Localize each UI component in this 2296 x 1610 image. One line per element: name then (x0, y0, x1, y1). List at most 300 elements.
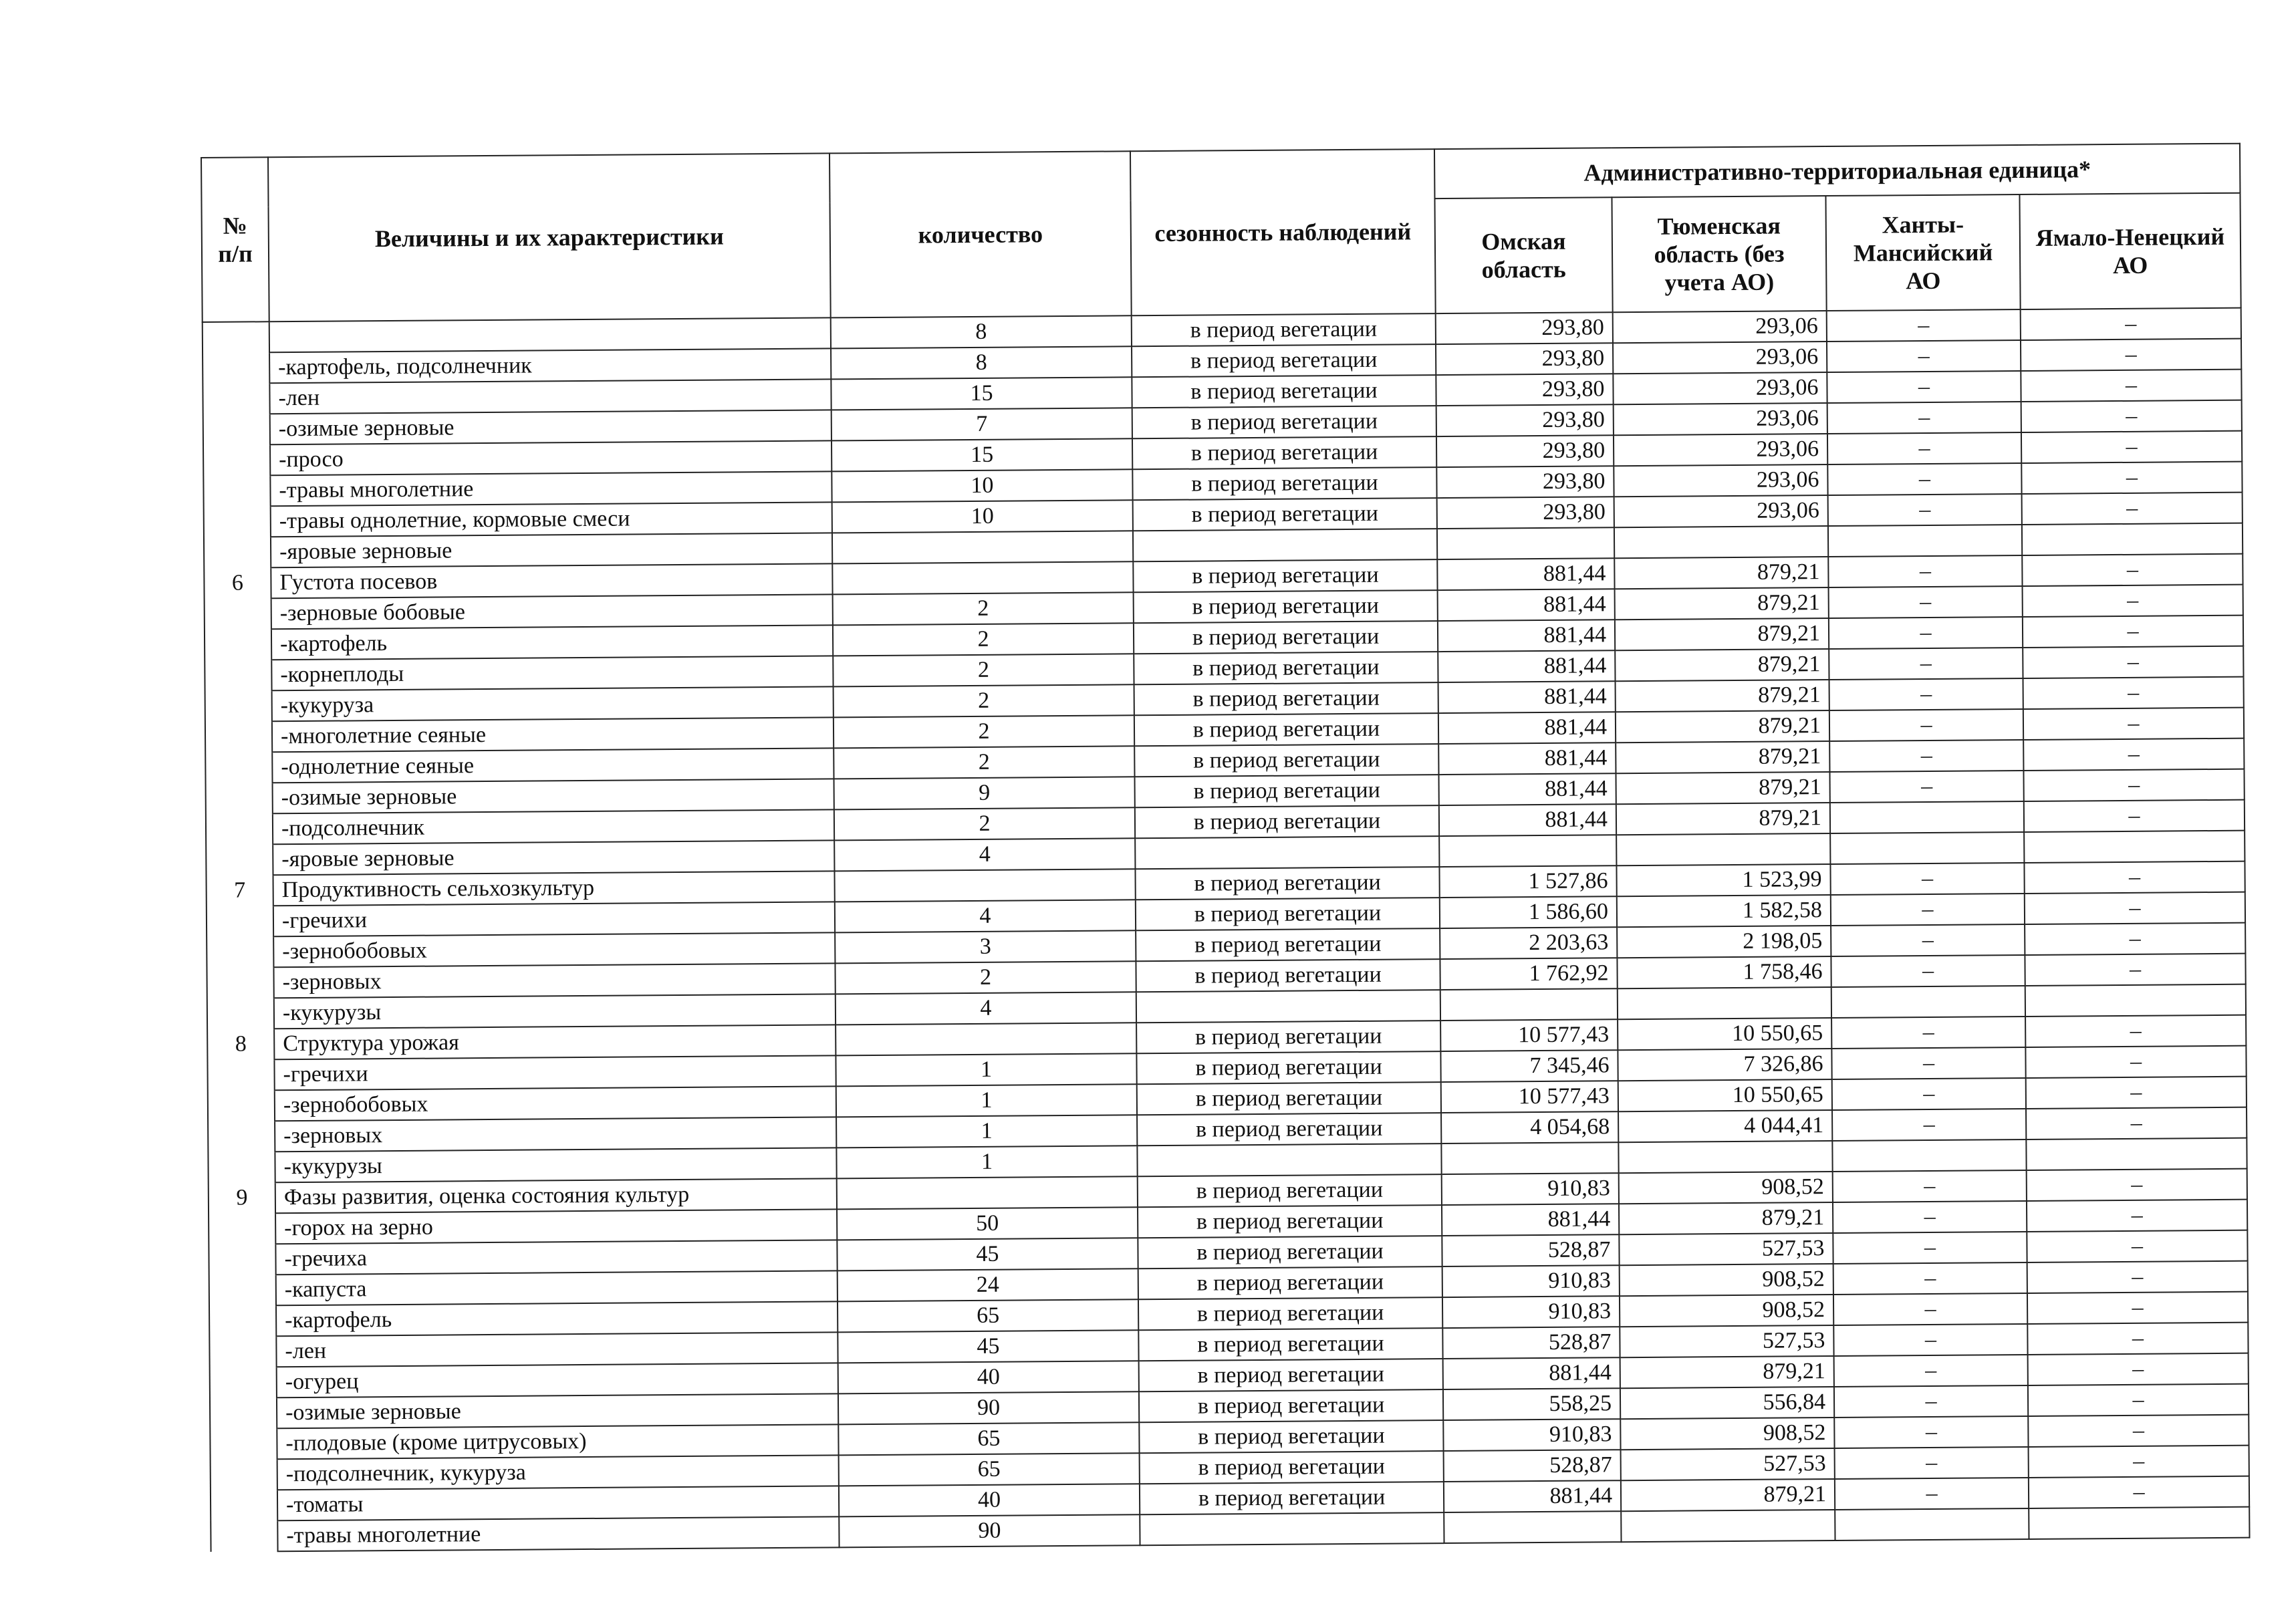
row-khanty-value (1830, 832, 2024, 864)
row-quantity: 15 (831, 377, 1132, 410)
row-number (207, 936, 273, 968)
row-khanty-value: – (1830, 863, 2024, 895)
row-yamal-value: – (2022, 554, 2243, 586)
row-quantity: 45 (838, 1330, 1138, 1363)
row-yamal-value: – (2024, 800, 2245, 832)
row-omsk-value: 293,80 (1436, 466, 1614, 498)
row-seasonality (1135, 836, 1439, 869)
row-seasonality: в период вегетации (1134, 590, 1438, 623)
row-yamal-value: – (2027, 1200, 2247, 1232)
row-number (208, 1121, 275, 1152)
row-seasonality: в период вегетации (1138, 1174, 1442, 1207)
row-yamal-value: – (2028, 1384, 2249, 1416)
row-name: -травы многолетние (270, 471, 832, 506)
row-number (211, 1459, 277, 1490)
row-number (210, 1428, 277, 1460)
row-yamal-value: – (2027, 1230, 2247, 1262)
row-number (204, 537, 271, 568)
row-yamal-value: – (2025, 954, 2245, 986)
row-name: -гречихи (274, 1055, 836, 1090)
row-khanty-value: – (1834, 1355, 2028, 1387)
row-number: 6 (204, 567, 271, 599)
row-tyumen-value: 1 758,46 (1617, 956, 1831, 988)
row-tyumen-value: 879,21 (1616, 772, 1829, 804)
row-tyumen-value: 1 523,99 (1616, 864, 1830, 896)
row-quantity: 2 (833, 654, 1134, 686)
header-khanty: Ханты-Мансийский АО (1825, 194, 2020, 311)
row-khanty-value: – (1829, 617, 2023, 649)
row-tyumen-value (1618, 987, 1831, 1019)
row-omsk-value: 910,83 (1442, 1296, 1620, 1328)
row-name: -зерновых (273, 963, 835, 998)
row-seasonality: в период вегетации (1132, 313, 1436, 346)
row-number (209, 1305, 276, 1337)
row-yamal-value: – (2026, 1077, 2247, 1109)
row-seasonality: в период вегетации (1132, 344, 1436, 377)
row-omsk-value: 293,80 (1436, 312, 1613, 344)
row-quantity: 1 (836, 1084, 1137, 1117)
row-seasonality: в период вегетации (1138, 1266, 1442, 1299)
row-number (206, 813, 273, 845)
row-number (205, 752, 272, 783)
row-omsk-value (1444, 1511, 1621, 1543)
row-omsk-value (1437, 527, 1614, 559)
row-name: Продуктивность сельхозкультур (273, 871, 835, 906)
row-tyumen-value: 879,21 (1615, 618, 1829, 650)
row-yamal-value: – (2025, 892, 2245, 924)
row-quantity: 4 (834, 838, 1135, 871)
row-tyumen-value: 879,21 (1614, 557, 1828, 589)
row-khanty-value: – (1834, 1416, 2028, 1448)
row-quantity (837, 1176, 1138, 1209)
row-seasonality (1136, 990, 1440, 1023)
row-seasonality: в период вегетации (1132, 467, 1436, 500)
row-omsk-value: 881,44 (1438, 712, 1616, 744)
row-yamal-value: – (2028, 1415, 2249, 1447)
row-name: -томаты (277, 1486, 839, 1520)
row-quantity: 2 (834, 715, 1134, 748)
row-tyumen-value: 879,21 (1616, 680, 1829, 712)
row-quantity: 2 (834, 746, 1134, 779)
row-tyumen-value (1621, 1510, 1835, 1542)
row-khanty-value: – (1832, 1078, 2026, 1110)
row-name: -травы однолетние, кормовые смеси (271, 502, 832, 537)
row-quantity: 4 (836, 992, 1136, 1025)
row-seasonality: в период вегетации (1136, 928, 1440, 961)
row-name: -огурец (277, 1363, 838, 1397)
header-quantity: количество (830, 151, 1132, 317)
row-yamal-value: – (2027, 1323, 2248, 1355)
header-admin-unit: Административно-территориальная единица* (1434, 144, 2240, 198)
row-tyumen-value (1614, 526, 1828, 558)
row-number (208, 1090, 275, 1121)
row-name: -кукурузы (275, 1148, 836, 1182)
row-quantity: 1 (836, 1115, 1137, 1148)
row-tyumen-value: 879,21 (1615, 649, 1829, 681)
row-tyumen-value (1616, 833, 1830, 865)
row-tyumen-value: 293,06 (1614, 403, 1827, 435)
row-omsk-value: 528,87 (1442, 1234, 1619, 1266)
row-name (269, 317, 831, 352)
row-name: -горох на зерно (275, 1209, 837, 1244)
row-name: -озимые зерновые (273, 779, 834, 813)
row-seasonality: в период вегетации (1134, 713, 1438, 746)
row-tyumen-value: 293,06 (1613, 372, 1827, 404)
row-yamal-value: – (2021, 431, 2242, 463)
row-quantity: 7 (832, 408, 1132, 440)
row-tyumen-value: 527,53 (1620, 1325, 1833, 1357)
row-number (205, 721, 272, 753)
row-quantity: 65 (838, 1299, 1138, 1332)
row-khanty-value: – (1828, 555, 2022, 587)
row-name: -капуста (276, 1270, 838, 1305)
row-number (203, 475, 270, 507)
row-tyumen-value: 293,06 (1613, 342, 1827, 374)
row-omsk-value: 10 577,43 (1441, 1081, 1618, 1113)
row-name: Структура урожая (274, 1025, 836, 1059)
row-seasonality: в период вегетации (1140, 1451, 1444, 1484)
row-yamal-value: – (2025, 923, 2245, 955)
row-quantity: 15 (832, 438, 1132, 471)
row-seasonality: в период вегетации (1138, 1236, 1442, 1268)
row-khanty-value: – (1833, 1201, 2027, 1233)
row-omsk-value: 881,44 (1442, 1204, 1619, 1236)
row-number (205, 629, 271, 660)
row-name: -картофель, подсолнечник (269, 348, 831, 383)
row-yamal-value: – (2028, 1353, 2249, 1385)
row-quantity (836, 1023, 1136, 1055)
row-name: -плодовые (кроме цитрусовых) (277, 1424, 838, 1459)
row-tyumen-value: 879,21 (1620, 1356, 1834, 1388)
row-quantity: 2 (833, 592, 1134, 625)
row-seasonality: в период вегетации (1132, 375, 1436, 408)
row-number: 9 (209, 1182, 275, 1214)
row-tyumen-value: 908,52 (1620, 1418, 1834, 1450)
row-number (209, 1244, 275, 1275)
row-quantity: 2 (834, 684, 1134, 717)
row-seasonality: в период вегетации (1135, 775, 1439, 807)
row-yamal-value: – (2025, 1046, 2246, 1078)
table-header (201, 144, 2241, 322)
row-khanty-value (1828, 525, 2022, 557)
row-tyumen-value: 293,06 (1614, 434, 1827, 466)
row-quantity: 40 (839, 1484, 1140, 1516)
row-yamal-value: – (2027, 1261, 2248, 1293)
row-seasonality: в период вегетации (1134, 621, 1438, 654)
row-omsk-value: 293,80 (1436, 343, 1613, 375)
row-omsk-value: 910,83 (1443, 1419, 1620, 1451)
row-quantity: 4 (835, 900, 1136, 932)
row-number (203, 383, 269, 414)
row-khanty-value: – (1827, 340, 2021, 372)
row-yamal-value: – (2022, 493, 2243, 525)
row-yamal-value: – (2021, 308, 2241, 340)
row-seasonality (1140, 1512, 1444, 1545)
row-omsk-value: 881,44 (1438, 620, 1615, 652)
row-name: -просо (270, 440, 832, 475)
row-quantity (832, 561, 1133, 594)
row-khanty-value: – (1829, 586, 2023, 618)
row-seasonality: в период вегетации (1136, 898, 1440, 930)
row-omsk-value: 881,44 (1438, 743, 1616, 775)
row-khanty-value: – (1828, 494, 2022, 526)
row-number (205, 690, 272, 722)
row-yamal-value: – (2026, 1107, 2247, 1139)
row-seasonality: в период вегетации (1138, 1297, 1442, 1330)
row-number (209, 1336, 276, 1367)
row-yamal-value: – (2023, 585, 2243, 617)
row-tyumen-value: 879,21 (1616, 710, 1829, 743)
row-khanty-value: – (1831, 924, 2025, 956)
row-omsk-value: 1 527,86 (1439, 865, 1616, 898)
row-tyumen-value: 2 198,05 (1617, 926, 1831, 958)
row-number (206, 783, 273, 814)
row-yamal-value: – (2025, 1015, 2246, 1047)
row-tyumen-value: 908,52 (1619, 1172, 1833, 1204)
row-khanty-value: – (1833, 1293, 2027, 1325)
row-yamal-value (2026, 1138, 2247, 1170)
row-omsk-value: 881,44 (1444, 1480, 1621, 1512)
row-number (207, 967, 273, 998)
row-yamal-value: – (2024, 861, 2245, 894)
row-omsk-value: 881,44 (1439, 804, 1616, 836)
row-seasonality: в период вегетации (1137, 1082, 1441, 1115)
row-yamal-value: – (2021, 370, 2241, 402)
row-quantity: 24 (838, 1268, 1138, 1301)
row-tyumen-value: 4 044,41 (1618, 1110, 1832, 1142)
row-number: 8 (207, 1029, 274, 1060)
row-name: -яровые зерновые (271, 533, 832, 567)
row-omsk-value (1439, 835, 1616, 867)
row-omsk-value: 528,87 (1442, 1327, 1620, 1359)
row-name: -подсолнечник, кукуруза (277, 1455, 839, 1490)
row-khanty-value: – (1827, 463, 2021, 495)
row-name: -зерновых (275, 1117, 836, 1152)
row-name: -лен (269, 379, 831, 414)
row-tyumen-value: 908,52 (1620, 1295, 1833, 1327)
row-seasonality: в период вегетации (1132, 436, 1436, 469)
row-omsk-value: 10 577,43 (1440, 1019, 1618, 1051)
row-tyumen-value: 879,21 (1616, 741, 1829, 773)
row-khanty-value: – (1829, 648, 2023, 680)
row-omsk-value: 881,44 (1438, 589, 1615, 621)
row-omsk-value: 4 054,68 (1441, 1111, 1618, 1144)
row-tyumen-value: 908,52 (1620, 1264, 1833, 1296)
row-quantity: 65 (839, 1453, 1140, 1486)
row-number (205, 660, 271, 691)
row-khanty-value: – (1827, 371, 2021, 403)
row-yamal-value (2024, 831, 2245, 863)
row-khanty-value: – (1834, 1385, 2028, 1418)
row-number (210, 1367, 277, 1398)
row-quantity: 90 (839, 1514, 1140, 1547)
row-yamal-value: – (2021, 400, 2242, 432)
row-name: -лен (276, 1332, 838, 1367)
data-table (201, 143, 2251, 1553)
row-number (208, 1152, 275, 1183)
row-khanty-value (1830, 801, 2024, 833)
row-name: -картофель (276, 1301, 838, 1336)
row-khanty-value: – (1827, 432, 2021, 464)
row-yamal-value: – (2023, 646, 2243, 678)
row-seasonality: в период вегетации (1134, 652, 1438, 684)
header-name: Величины и их характеристики (268, 153, 831, 321)
row-yamal-value: – (2023, 739, 2244, 771)
row-name: -многолетние сеяные (272, 717, 834, 752)
row-seasonality: в период вегетации (1135, 867, 1439, 900)
row-number (209, 1213, 275, 1244)
row-omsk-value (1440, 988, 1618, 1021)
row-seasonality: в период вегетации (1139, 1420, 1443, 1453)
row-name: -подсолнечник (273, 809, 834, 844)
row-seasonality: в период вегетации (1136, 959, 1440, 992)
row-omsk-value: 881,44 (1438, 773, 1616, 805)
row-omsk-value: 910,83 (1442, 1265, 1620, 1297)
row-khanty-value: – (1831, 1017, 2025, 1049)
row-quantity: 40 (838, 1361, 1139, 1393)
row-quantity: 8 (831, 315, 1132, 348)
row-seasonality: в период вегетации (1139, 1359, 1443, 1391)
row-quantity: 9 (834, 777, 1135, 809)
row-omsk-value: 1 762,92 (1440, 958, 1617, 990)
row-quantity: 1 (836, 1146, 1137, 1178)
row-yamal-value: – (2023, 708, 2244, 740)
header-omsk: Омская область (1434, 197, 1612, 313)
row-omsk-value: 293,80 (1436, 404, 1614, 436)
row-quantity: 10 (832, 469, 1132, 502)
row-number (207, 906, 273, 937)
row-quantity: 2 (834, 807, 1135, 840)
row-tyumen-value: 1 582,58 (1617, 895, 1831, 927)
row-name: Густота посевов (271, 563, 832, 598)
header-number: № п/п (201, 157, 269, 322)
row-name: -зерновые бобовые (271, 594, 833, 629)
row-name: -озимые зерновые (270, 410, 832, 444)
row-name: -яровые зерновые (273, 840, 834, 875)
row-tyumen-value: 10 550,65 (1618, 1079, 1832, 1111)
row-number (211, 1520, 277, 1552)
row-number (206, 844, 273, 876)
row-seasonality: в период вегетации (1135, 805, 1439, 838)
row-tyumen-value (1618, 1141, 1832, 1173)
row-yamal-value (2029, 1507, 2249, 1539)
row-khanty-value: – (1829, 740, 2023, 772)
row-tyumen-value: 879,21 (1619, 1202, 1833, 1234)
row-yamal-value: – (2027, 1169, 2247, 1201)
row-yamal-value (2025, 984, 2246, 1017)
row-tyumen-value: 556,84 (1620, 1387, 1834, 1419)
row-khanty-value: – (1833, 1170, 2027, 1202)
row-name: -зернобобовых (275, 1086, 836, 1121)
row-khanty-value: – (1829, 678, 2023, 710)
row-omsk-value: 7 345,46 (1440, 1050, 1618, 1082)
row-quantity: 2 (835, 961, 1136, 994)
row-yamal-value: – (2021, 462, 2242, 494)
row-seasonality: в период вегетации (1133, 498, 1437, 531)
row-omsk-value: 881,44 (1438, 681, 1616, 713)
row-seasonality: в период вегетации (1140, 1482, 1444, 1514)
row-name: -травы многолетние (277, 1516, 839, 1551)
row-seasonality: в период вегетации (1133, 559, 1437, 592)
row-khanty-value: – (1833, 1262, 2027, 1295)
row-quantity (832, 531, 1133, 563)
row-quantity: 10 (832, 500, 1133, 533)
row-tyumen-value: 879,21 (1621, 1479, 1835, 1511)
document-sheet (201, 143, 2249, 1553)
row-seasonality: в период вегетации (1134, 682, 1438, 715)
row-number (203, 444, 270, 476)
row-tyumen-value: 527,53 (1621, 1448, 1835, 1480)
row-name: -кукуруза (272, 686, 834, 721)
row-khanty-value: – (1829, 709, 2023, 741)
row-seasonality (1133, 529, 1437, 561)
row-name: -картофель (271, 625, 833, 660)
row-khanty-value: – (1827, 402, 2021, 434)
row-khanty-value: – (1833, 1232, 2027, 1264)
row-number (211, 1490, 277, 1521)
row-khanty-value: – (1827, 309, 2021, 342)
row-seasonality: в период вегетации (1137, 1113, 1441, 1146)
row-number (204, 506, 271, 537)
row-tyumen-value: 527,53 (1619, 1233, 1833, 1265)
row-yamal-value: – (2023, 677, 2244, 709)
row-khanty-value: – (1831, 1047, 2025, 1079)
row-omsk-value: 293,80 (1436, 374, 1613, 406)
row-quantity: 50 (837, 1207, 1138, 1240)
row-yamal-value: – (2023, 769, 2244, 801)
row-number (207, 1059, 274, 1091)
row-number (207, 998, 274, 1029)
row-khanty-value: – (1835, 1447, 2029, 1479)
row-yamal-value: – (2021, 339, 2241, 371)
header-seasonality: сезонность наблюдений (1130, 149, 1436, 315)
row-quantity: 65 (838, 1422, 1139, 1455)
row-quantity: 8 (831, 346, 1132, 379)
row-seasonality: в период вегетации (1132, 406, 1436, 438)
row-omsk-value: 881,44 (1437, 558, 1614, 590)
row-seasonality: в период вегетации (1139, 1389, 1443, 1422)
row-name: -озимые зерновые (277, 1393, 838, 1428)
row-number (203, 352, 269, 384)
row-quantity: 2 (833, 623, 1134, 656)
row-omsk-value: 881,44 (1438, 650, 1615, 682)
row-quantity (834, 869, 1135, 902)
row-khanty-value: – (1833, 1324, 2027, 1356)
row-yamal-value: – (2029, 1476, 2249, 1508)
row-seasonality: в период вегетации (1136, 1051, 1440, 1084)
row-name: -однолетние сеяные (272, 748, 834, 783)
row-seasonality: в период вегетации (1134, 744, 1438, 777)
row-tyumen-value: 879,21 (1616, 803, 1830, 835)
row-tyumen-value: 293,06 (1614, 495, 1828, 527)
row-khanty-value (1832, 1139, 2026, 1172)
row-tyumen-value: 879,21 (1615, 587, 1829, 620)
row-quantity: 45 (837, 1238, 1138, 1270)
row-omsk-value: 293,80 (1437, 497, 1614, 529)
row-omsk-value (1441, 1142, 1618, 1174)
row-tyumen-value: 293,06 (1613, 311, 1827, 343)
row-name: -корнеплоды (271, 656, 833, 690)
row-khanty-value: – (1835, 1478, 2029, 1510)
row-omsk-value: 881,44 (1443, 1357, 1620, 1389)
row-yamal-value: – (2023, 616, 2243, 648)
row-yamal-value (2022, 523, 2243, 555)
row-seasonality: в период вегетации (1136, 1021, 1440, 1053)
row-number (210, 1397, 277, 1429)
row-omsk-value: 558,25 (1443, 1388, 1620, 1420)
row-quantity: 1 (836, 1053, 1136, 1086)
table-body (203, 308, 2250, 1552)
